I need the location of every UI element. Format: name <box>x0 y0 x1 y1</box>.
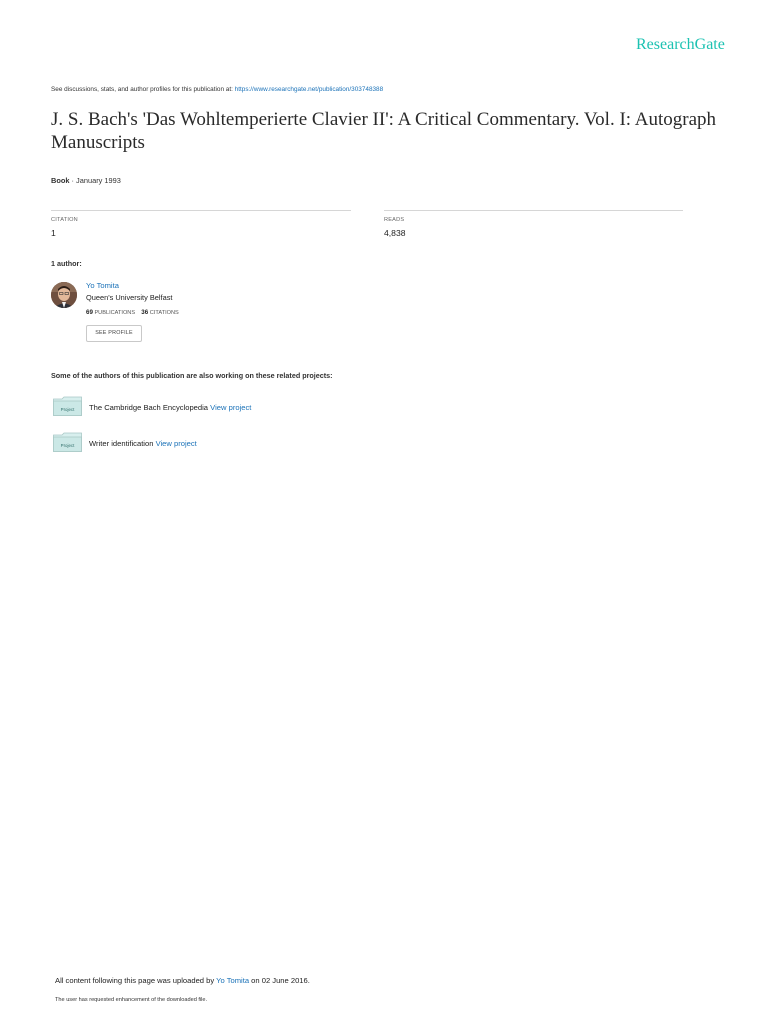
author-name-link[interactable]: Yo Tomita <box>86 281 119 290</box>
project-icon-label: Project <box>60 443 75 448</box>
publication-date: · January 1993 <box>69 176 121 185</box>
publication-meta <box>51 176 121 185</box>
publication-title: J. S. Bach's 'Das Wohltemperierte Clavier II': A Critical Commentary. Vol. I: Autograph Manuscripts <box>51 109 717 153</box>
divider-left <box>51 210 351 211</box>
project-item <box>89 439 197 448</box>
upload-notice <box>55 976 310 985</box>
enhancement-note: The user has requested enhancement of the downloaded file. <box>55 997 208 1003</box>
see-profile-button[interactable]: SEE PROFILE <box>86 325 142 342</box>
discussion-text: See discussions, stats, and author profiles for this publication at: <box>51 86 235 93</box>
citation-value: 1 <box>51 228 56 238</box>
researchgate-logo[interactable]: ResearchGate <box>636 36 725 53</box>
view-project-link[interactable]: View project <box>210 403 252 412</box>
view-project-link[interactable]: View project <box>155 439 197 448</box>
divider-right <box>384 210 683 211</box>
upload-prefix: All content following this page was uploaded by <box>55 976 217 985</box>
reads-label: READS <box>384 217 405 223</box>
author-photo-icon <box>51 282 77 308</box>
reads-value: 4,838 <box>384 228 406 238</box>
publications-label: PUBLICATIONS <box>94 310 136 316</box>
citations-count: 36 <box>141 309 149 316</box>
citation-label: CITATION <box>51 217 78 223</box>
project-folder-icon <box>53 396 82 416</box>
uploader-link[interactable]: Yo Tomita <box>216 976 250 985</box>
publication-url-link[interactable]: https://www.researchgate.net/publication/303748388 <box>234 86 384 93</box>
projects-heading: Some of the authors of this publication are also working on these related projects: <box>51 371 333 380</box>
citations-label: CITATIONS <box>149 310 179 316</box>
authors-heading: 1 author: <box>51 259 82 268</box>
discussion-line <box>51 86 383 93</box>
publications-count: 69 <box>86 309 93 316</box>
project-icon-label: Project <box>60 407 75 412</box>
project-name: Writer identification <box>89 439 154 448</box>
project-name: The Cambridge Bach Encyclopedia <box>89 403 209 412</box>
project-item <box>89 403 251 412</box>
upload-suffix: on 02 June 2016. <box>249 976 310 985</box>
author-institution: Queen's University Belfast <box>86 293 173 302</box>
project-folder-icon <box>53 432 82 452</box>
author-stats <box>86 309 179 316</box>
publication-type: Book <box>51 176 70 185</box>
avatar[interactable] <box>51 282 77 308</box>
